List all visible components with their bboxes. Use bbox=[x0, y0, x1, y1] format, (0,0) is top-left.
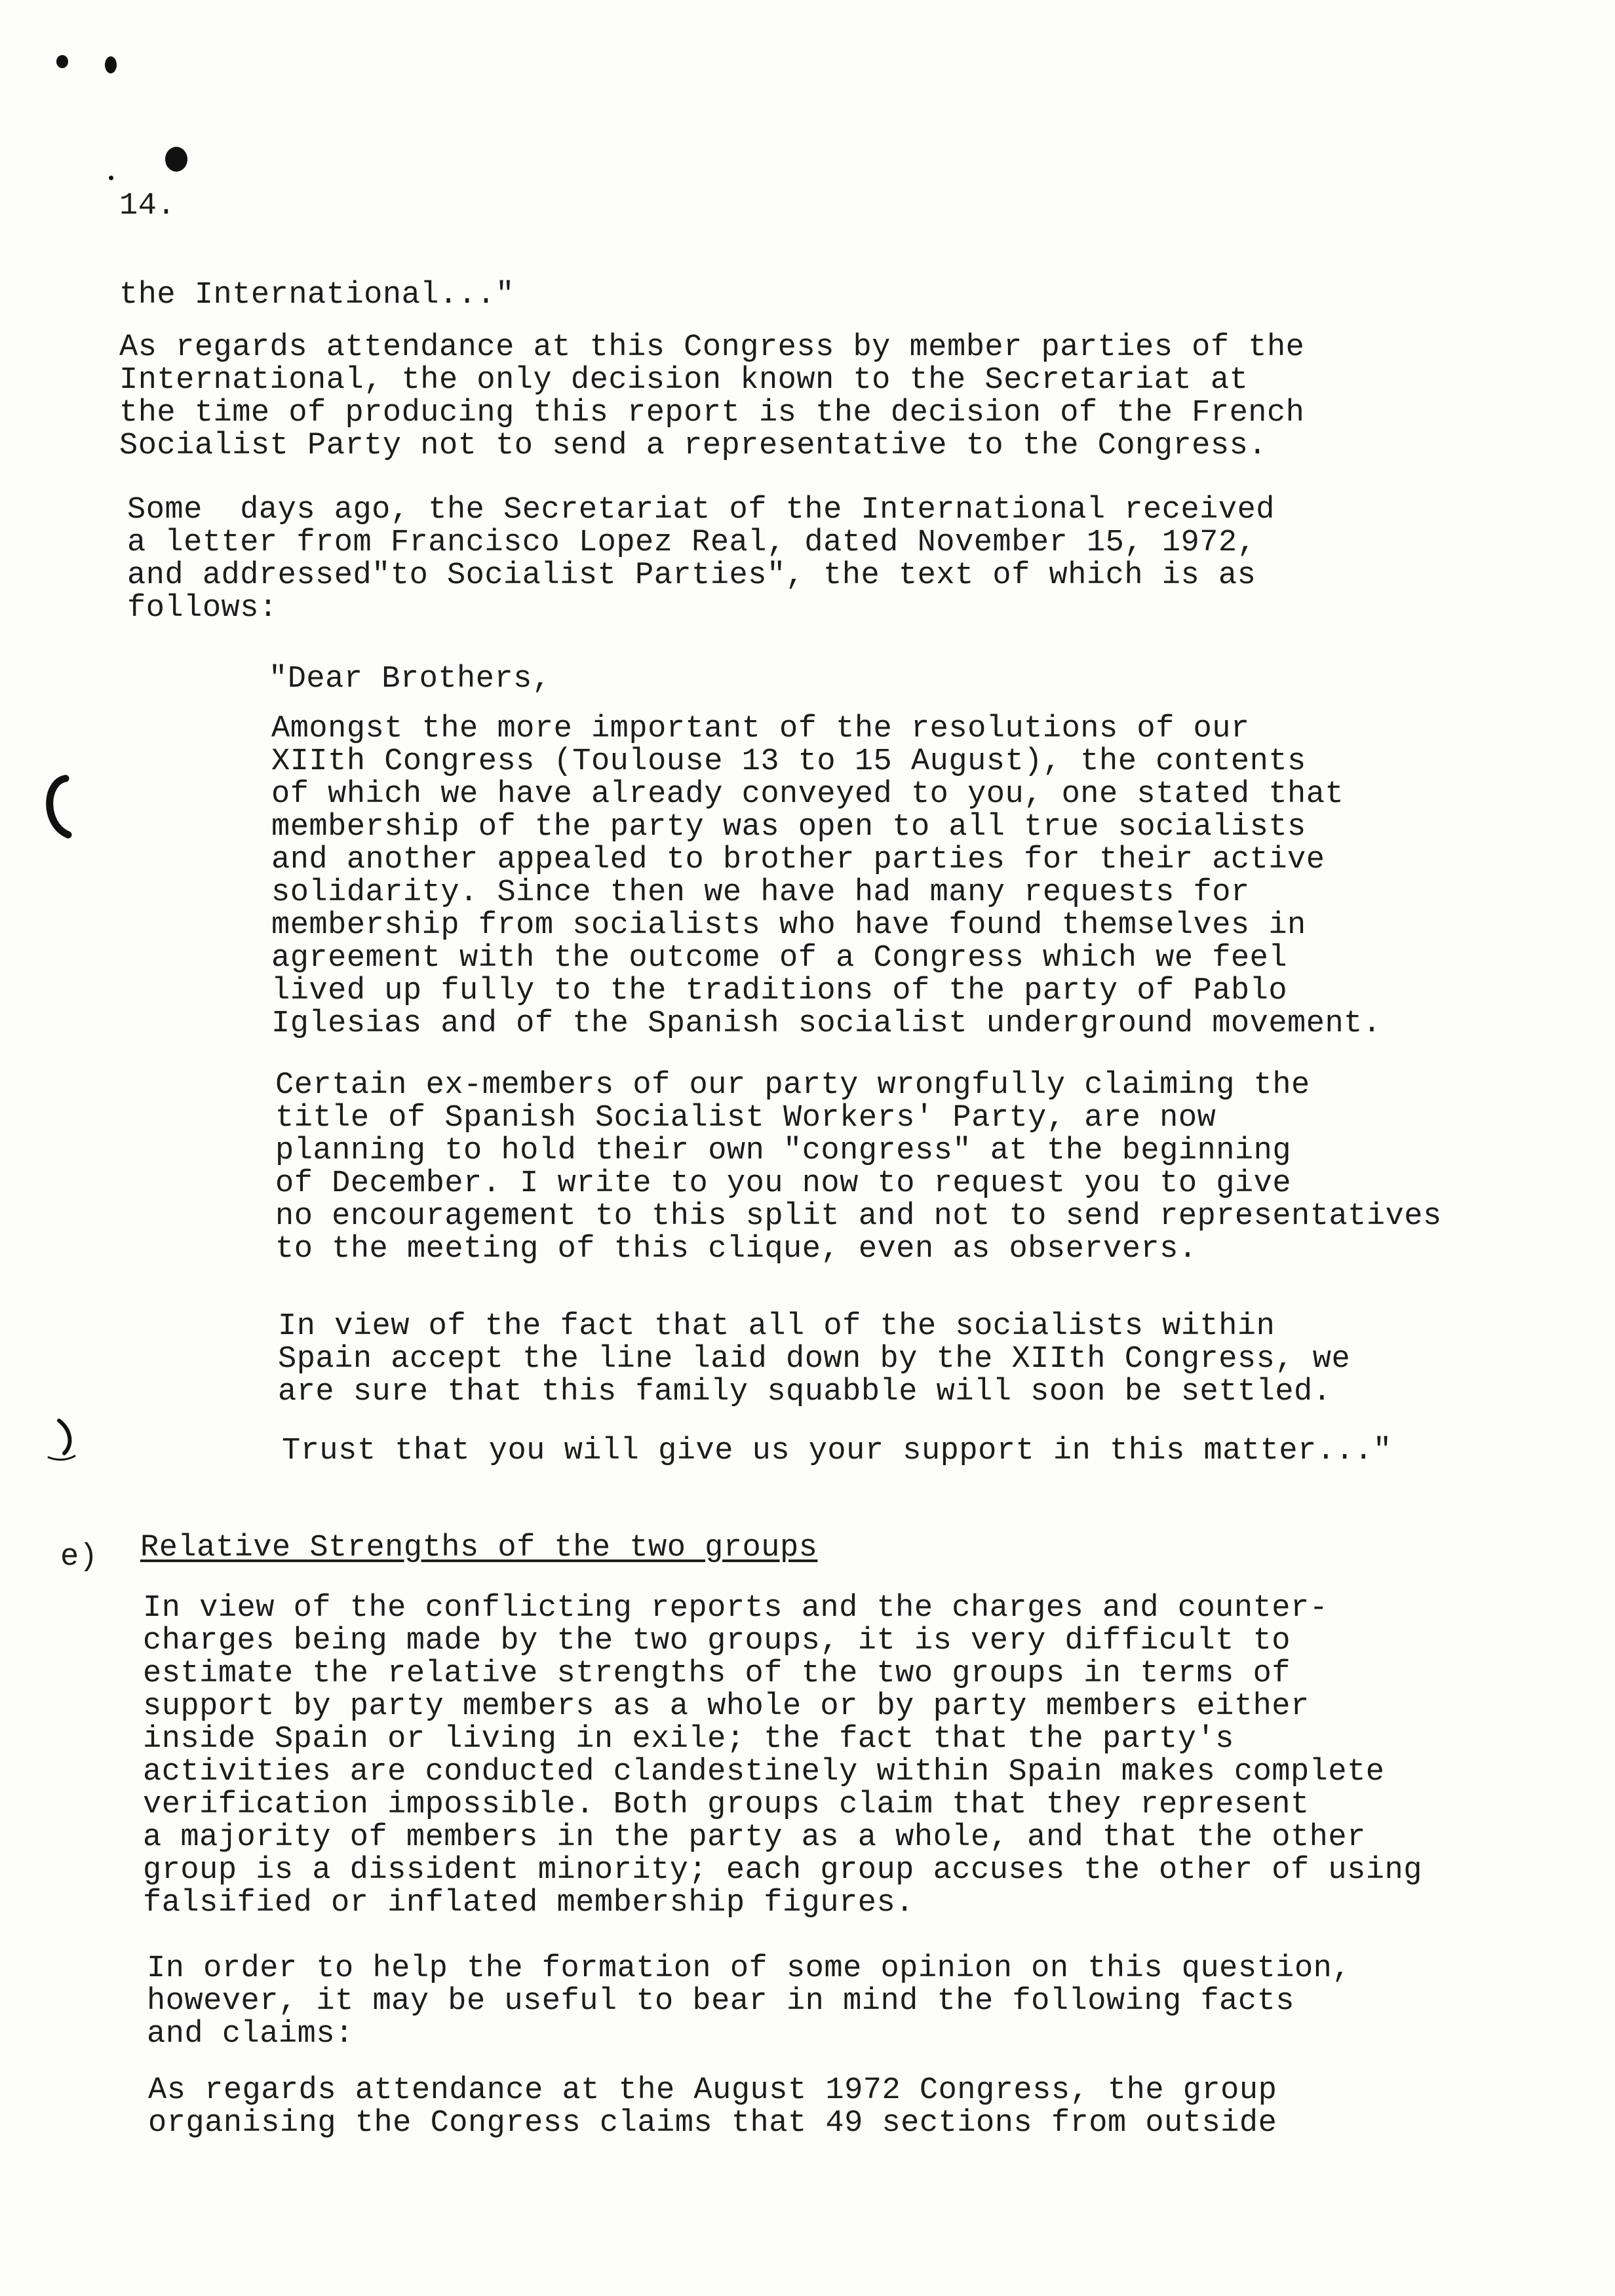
text-line: In view of the conflicting reports and the charges and counter- bbox=[143, 1591, 1329, 1626]
text-line: and another appealed to brother parties for their active bbox=[271, 843, 1325, 877]
text-line: In order to help the formation of some opinion on this question, bbox=[147, 1951, 1352, 1986]
section-heading: Relative Strengths of the two groups bbox=[140, 1531, 818, 1565]
text-line: inside Spain or living in exile; the fact that the party's bbox=[143, 1722, 1234, 1757]
scan-mark-dot bbox=[109, 176, 113, 180]
text-line: the time of producing this report is the decision of the French bbox=[119, 396, 1305, 430]
text-line: of December. I write to you now to request you to give bbox=[275, 1166, 1292, 1201]
text-line: International, the only decision known to the Secretariat at bbox=[119, 363, 1249, 398]
letter-salutation: "Dear Brothers, bbox=[269, 662, 551, 697]
margin-bracket-mark bbox=[45, 1415, 84, 1468]
section-paragraph-1 bbox=[143, 1592, 1422, 1920]
text-line: verification impossible. Both groups claim that they represent bbox=[143, 1788, 1310, 1822]
text-line: and addressed"to Socialist Parties", the text of which is as bbox=[127, 558, 1256, 593]
text-line: In view of the fact that all of the socialists within bbox=[278, 1309, 1275, 1344]
section-paragraph-2 bbox=[147, 1953, 1351, 2051]
text-line: Socialist Party not to send a representative to the Congress. bbox=[119, 429, 1267, 463]
text-line: no encouragement to this split and not to send representatives bbox=[275, 1199, 1442, 1234]
text-line: follows: bbox=[127, 591, 278, 626]
scan-mark-dot bbox=[165, 147, 187, 172]
intro-line: the International..." bbox=[119, 278, 515, 313]
letter-paragraph-3 bbox=[278, 1311, 1350, 1409]
text-line: membership of the party was open to all true socialists bbox=[271, 810, 1306, 845]
page-number: 14. bbox=[119, 189, 176, 223]
text-line: XIIth Congress (Toulouse 13 to 15 August), the contents bbox=[271, 744, 1306, 779]
text-line: a majority of members in the party as a whole, and that the other bbox=[143, 1820, 1366, 1855]
letter-closing: Trust that you will give us your support in this matter..." bbox=[282, 1434, 1392, 1468]
text-line: Iglesias and of the Spanish socialist underground movement. bbox=[271, 1006, 1382, 1041]
scan-mark-dot bbox=[105, 56, 117, 73]
text-line: however, it may be useful to bear in mind the following facts bbox=[147, 1984, 1294, 2019]
text-line: to the meeting of this clique, even as observers. bbox=[275, 1232, 1197, 1267]
text-line: planning to hold their own "congress" at the beginning bbox=[275, 1134, 1292, 1168]
text-line: activities are conducted clandestinely within Spain makes complete bbox=[143, 1755, 1385, 1789]
text-line: and claims: bbox=[147, 2017, 354, 2052]
text-line: a letter from Francisco Lopez Real, dated November 15, 1972, bbox=[127, 526, 1256, 560]
text-line: As regards attendance at this Congress by member parties of the bbox=[119, 330, 1305, 365]
text-line: title of Spanish Socialist Workers' Party, are now bbox=[275, 1101, 1216, 1136]
text-line: agreement with the outcome of a Congress which we feel bbox=[271, 941, 1288, 976]
text-line: Some days ago, the Secretariat of the International received bbox=[127, 493, 1275, 527]
paragraph-attendance bbox=[119, 332, 1304, 463]
scan-mark-dot bbox=[56, 55, 68, 68]
text-line: of which we have already conveyed to you, one stated that bbox=[271, 777, 1344, 812]
text-line: falsified or inflated membership figures. bbox=[143, 1886, 914, 1921]
text-line: Spain accept the line laid down by the XIIth Congress, we bbox=[278, 1342, 1351, 1377]
text-line: Certain ex-members of our party wrongfully claiming the bbox=[275, 1068, 1310, 1103]
text-line: membership from socialists who have found themselves in bbox=[271, 908, 1306, 943]
text-line: support by party members as a whole or by party members either bbox=[143, 1689, 1310, 1724]
letter-paragraph-1 bbox=[271, 713, 1382, 1041]
margin-bracket-mark bbox=[39, 773, 72, 839]
text-line: charges being made by the two groups, it is very difficult to bbox=[143, 1624, 1291, 1658]
section-marker: e) bbox=[60, 1540, 98, 1575]
text-line: As regards attendance at the August 1972 Congress, the group bbox=[148, 2073, 1277, 2108]
text-line: are sure that this family squabble will soon be settled. bbox=[278, 1375, 1332, 1409]
letter-paragraph-2 bbox=[275, 1069, 1442, 1266]
paragraph-letter-intro bbox=[127, 494, 1275, 625]
text-line: group is a dissident minority; each group accuses the other of using bbox=[143, 1853, 1422, 1888]
section-paragraph-3 bbox=[148, 2075, 1277, 2140]
text-line: solidarity. Since then we have had many requests for bbox=[271, 875, 1250, 910]
text-line: estimate the relative strengths of the two groups in terms of bbox=[143, 1656, 1291, 1691]
text-line: organising the Congress claims that 49 sections from outside bbox=[148, 2106, 1277, 2141]
text-line: lived up fully to the traditions of the party of Pablo bbox=[271, 974, 1288, 1008]
text-line: Amongst the more important of the resolutions of our bbox=[271, 712, 1250, 746]
